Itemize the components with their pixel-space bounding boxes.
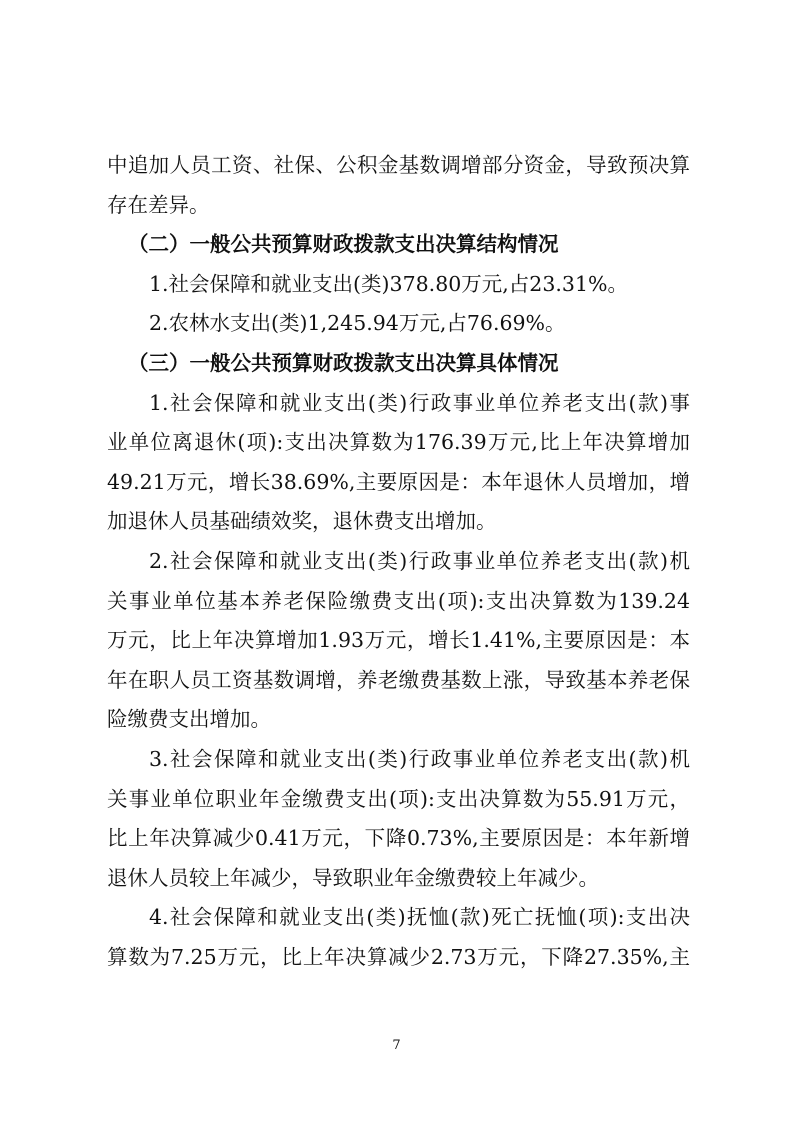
page-number: 7 bbox=[392, 1038, 401, 1053]
text-line: 4.社会保障和就业支出(类)抚恤(款)死亡抚恤(项):支出决 bbox=[149, 905, 690, 929]
text-line: 业单位离退休(项):支出决算数为176.39万元,比上年决算增加 bbox=[107, 430, 690, 454]
text-line: 万元，比上年决算增加1.93万元，增长1.41%,主要原因是：本 bbox=[107, 628, 690, 652]
text-line: 1.社会保障和就业支出(类)378.80万元,占23.31%。 bbox=[149, 272, 628, 296]
text-line: 比上年决算减少0.41万元，下降0.73%,主要原因是：本年新增 bbox=[107, 826, 690, 850]
text-line: 1.社会保障和就业支出(类)行政事业单位养老支出(款)事 bbox=[149, 391, 690, 415]
text-line: 退休人员较上年减少，导致职业年金缴费较上年减少。 bbox=[107, 866, 599, 890]
text-line: 2.农林水支出(类)1,245.94万元,占76.69%。 bbox=[149, 311, 566, 335]
text-line: 关事业单位基本养老保险缴费支出(项):支出决算数为139.24 bbox=[107, 589, 690, 613]
text-line: 加退休人员基础绩效奖，退休费支出增加。 bbox=[107, 509, 497, 533]
text-line: 算数为7.25万元，比上年决算减少2.73万元，下降27.35%,主 bbox=[107, 945, 690, 969]
text-line: 险缴费支出增加。 bbox=[107, 707, 271, 731]
text-line: 49.21万元，增长38.69%,主要原因是：本年退休人员增加，增 bbox=[107, 470, 690, 494]
text-line: 关事业单位职业年金缴费支出(项):支出决算数为55.91万元， bbox=[107, 787, 690, 811]
section-heading: （三）一般公共预算财政拨款支出决算具体情况 bbox=[128, 351, 559, 375]
text-line: 年在职人员工资基数调增，养老缴费基数上涨，导致基本养老保 bbox=[107, 668, 690, 692]
text-line: 3.社会保障和就业支出(类)行政事业单位养老支出(款)机 bbox=[149, 747, 690, 771]
text-line: 中追加人员工资、社保、公积金基数调增部分资金，导致预决算 bbox=[107, 153, 690, 177]
section-heading: （二）一般公共预算财政拨款支出决算结构情况 bbox=[128, 232, 559, 256]
text-line: 存在差异。 bbox=[107, 193, 210, 217]
text-line: 2.社会保障和就业支出(类)行政事业单位养老支出(款)机 bbox=[149, 549, 690, 573]
